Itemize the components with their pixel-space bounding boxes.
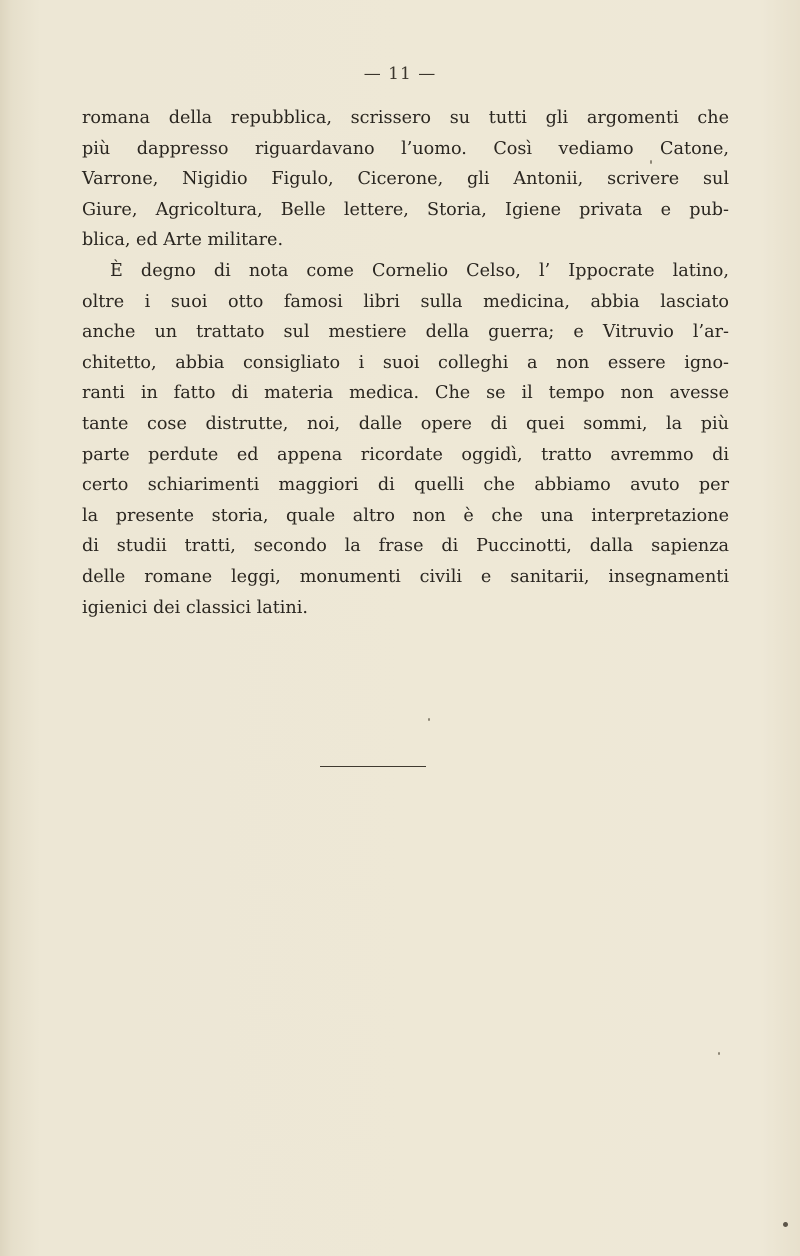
text-line: di studii tratti, secondo la frase di Puccinotti, dalla sapienza (82, 536, 729, 557)
text-line: È degno di nota come Cornelio Celso, l’ Ippocrate latino, (110, 260, 729, 281)
text-line: certo schiarimenti maggiori di quelli che abbiamo avuto per (82, 475, 729, 496)
page-number: — 11 — (363, 64, 437, 84)
text-line: oltre i suoi otto famosi libri sulla medicina, abbia lasciato (82, 291, 729, 312)
text-line: parte perdute ed appena ricordate oggidì, tratto avremmo di (82, 444, 729, 465)
text-line: tante cose distrutte, noi, dalle opere di quei sommi, la più (82, 413, 729, 434)
text-line: chitetto, abbia consigliato i suoi colleghi a non essere igno- (82, 352, 729, 373)
text-line: romana della repubblica, scrissero su tutti gli argomenti che (82, 108, 729, 128)
text-line: igienici dei classici latini. (82, 597, 308, 618)
text-line: Varrone, Nigidio Figulo, Cicerone, gli Antonii, scrivere sul (82, 169, 729, 190)
paper-speck (428, 718, 430, 721)
text-line: la presente storia, quale altro non è che una interpretazione (82, 505, 729, 526)
paper-speck (650, 160, 652, 164)
paper-speck (718, 1052, 720, 1055)
text-line: blica, ed Arte militare. (82, 230, 284, 251)
text-line: più dappresso riguardavano l’uomo. Così vediamo Catone, (82, 138, 729, 159)
text-line: ranti in fatto di materia medica. Che se il tempo non avesse (82, 383, 729, 404)
section-divider (320, 766, 426, 767)
text-line: delle romane leggi, monumenti civili e sanitarii, insegnamenti (82, 566, 729, 587)
text-line: Giure, Agricoltura, Belle lettere, Storia, Igiene privata e pub- (82, 199, 729, 220)
paper-speck (783, 1222, 788, 1227)
text-line: anche un trattato sul mestiere della guerra; e Vitruvio l’ar- (82, 322, 729, 343)
body-text (82, 103, 729, 623)
